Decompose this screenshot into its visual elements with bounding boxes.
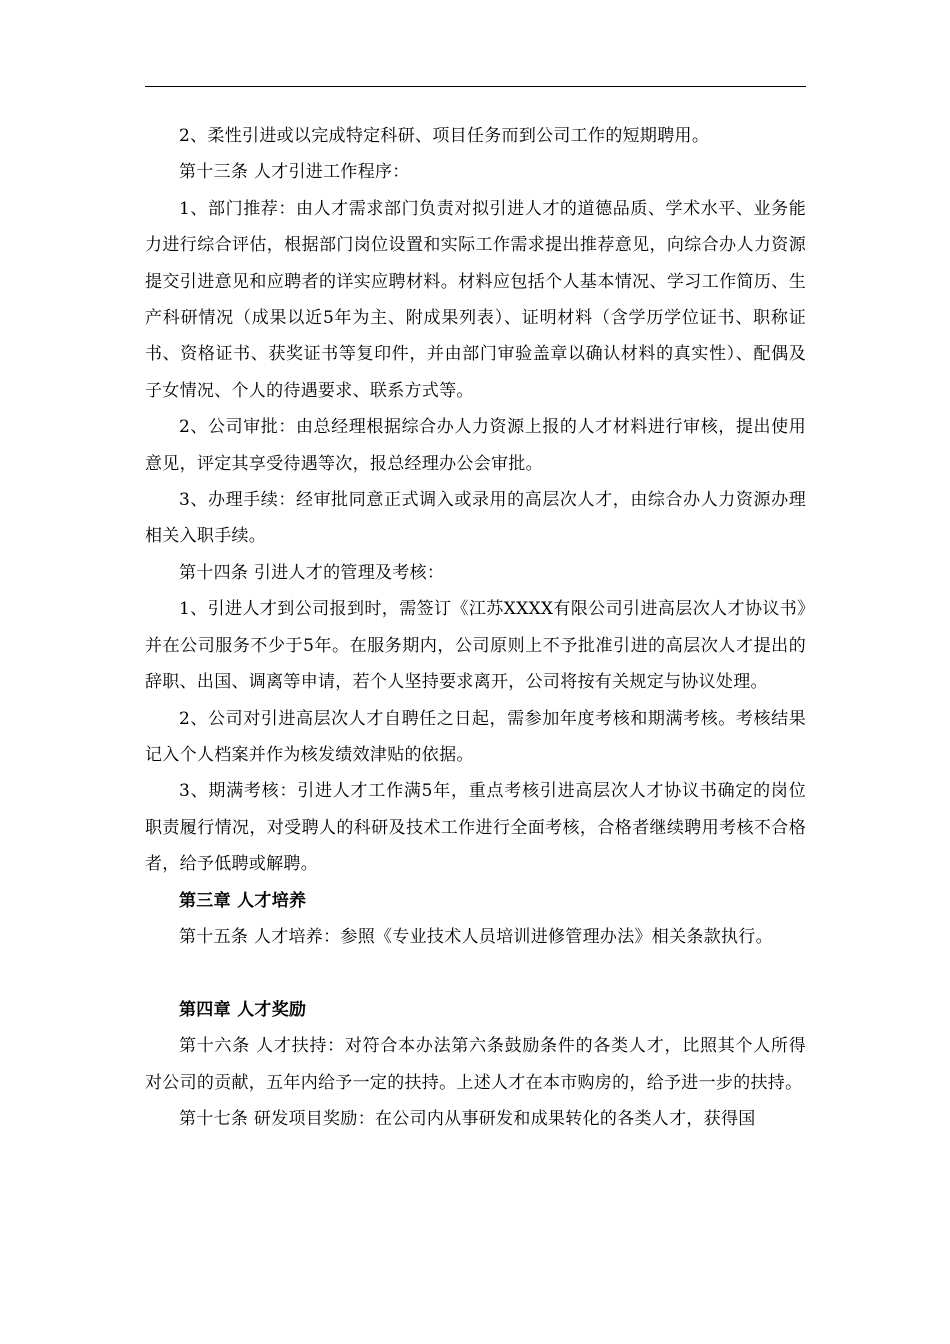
paragraph: 2、柔性引进或以完成特定科研、项目任务而到公司工作的短期聘用。 xyxy=(179,126,710,146)
document-body xyxy=(145,118,806,1137)
paragraph: 1、引进人才到公司报到时，需签订《江苏XXXX有限公司引进高层次人才协议书》并在公司服务不少于5年。在服务期内，公司原则上不予批准引进的高层次人才提出的辞职、出国、调离等申请，若个人坚持要求离开，公司将按有关规定与协议处理。 xyxy=(145,599,806,693)
article-13-heading: 第十三条 人才引进工作程序： xyxy=(179,162,410,183)
blank-line xyxy=(145,955,806,991)
chapter-4-heading: 第四章 人才奖励 xyxy=(179,999,307,1020)
paragraph: 第十六条 人才扶持：对符合本办法第六条鼓励条件的各类人才，比照其个人所得对公司的贡献，五年内给予一定的扶持。上述人才在本市购房的，给予进一步的扶持。 xyxy=(145,1036,806,1093)
chapter-3-heading: 第三章 人才培养 xyxy=(179,890,307,911)
paragraph: 3、期满考核：引进人才工作满5年，重点考核引进高层次人才协议书确定的岗位职责履行情况，对受聘人的科研及技术工作进行全面考核，合格者继续聘用考核不合格者，给予低聘或解聘。 xyxy=(145,781,806,875)
article-14-heading: 第十四条 引进人才的管理及考核： xyxy=(179,562,445,583)
paragraph: 第十七条 研发项目奖励：在公司内从事研发和成果转化的各类人才，获得国 xyxy=(179,1108,756,1129)
paragraph: 2、公司审批：由总经理根据综合办人力资源上报的人才材料进行审核，提出使用意见，评定其享受待遇等次，报总经理办公会审批。 xyxy=(145,417,806,474)
paragraph: 2、公司对引进高层次人才自聘任之日起，需参加年度考核和期满考核。考核结果记入个人档案并作为核发绩效津贴的依据。 xyxy=(145,708,806,765)
paragraph: 1、部门推荐：由人才需求部门负责对拟引进人才的道德品质、学术水平、业务能力进行综合评估，根据部门岗位设置和实际工作需求提出推荐意见，向综合办人力资源提交引进意见和应聘者的详实应聘材料。材料应包括个人基本情况、学习工作简历、生产科研情况（成果以近5年为主、附成果列表）、证明材料（含学历学位证书、职称证书、资格证书、获奖证书等复印件，并由部门审验盖章以确认材料的真实性）、配偶及子女情况、个人的待遇要求、联系方式等。 xyxy=(145,198,806,401)
header-rule xyxy=(145,86,806,87)
paragraph: 第十五条 人才培养：参照《专业技术人员培训进修管理办法》相关条款执行。 xyxy=(179,926,773,947)
paragraph: 3、办理手续：经审批同意正式调入或录用的高层次人才，由综合办人力资源办理相关入职手续。 xyxy=(145,490,806,547)
